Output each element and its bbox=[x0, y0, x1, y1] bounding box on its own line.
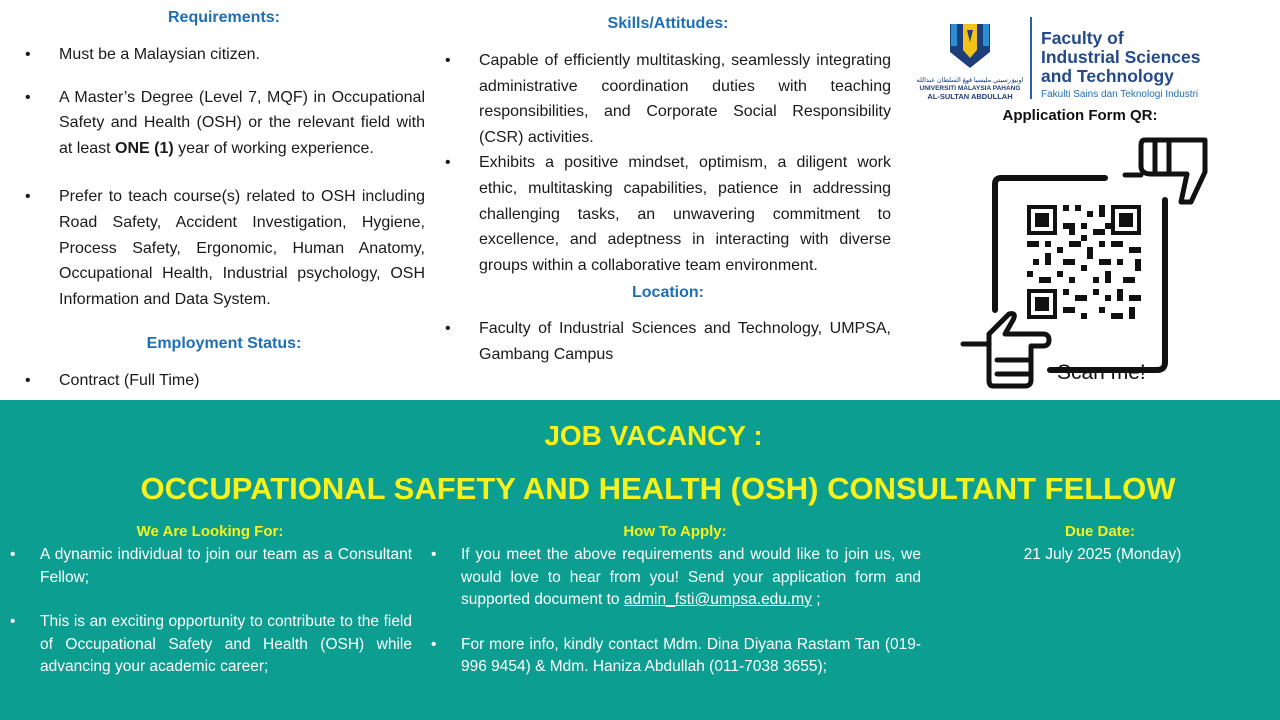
requirement-item: • Must be a Malaysian citizen. bbox=[25, 42, 425, 68]
looking-for-item: • This is an exciting opportunity to contribute to the field of Occupational Safety and Health (OSH) while advancing your academic career; bbox=[10, 611, 412, 679]
requirement-item: • Prefer to teach course(s) related to OSH including Road Safety, Accident Investigation, Hygiene, Process Safety, Ergonomic, Human Anatomy, Occupational Health, Industrial psychology, OSH Information and Data System. bbox=[25, 184, 425, 312]
position-title: OCCUPATIONAL SAFETY AND HEALTH (OSH) CONSULTANT FELLOW bbox=[140, 471, 1176, 506]
faculty-subtitle: Fakulti Sains dan Teknologi Industri bbox=[1041, 89, 1199, 100]
how-to-apply-list bbox=[431, 544, 921, 701]
logo-divider bbox=[1030, 17, 1032, 99]
pointing-hand-icon bbox=[963, 314, 1049, 386]
faculty-name-line: Faculty of bbox=[1041, 28, 1124, 48]
looking-for-item: • A dynamic individual to join our team as a Consultant Fellow; bbox=[10, 544, 412, 589]
skills-list bbox=[445, 48, 891, 278]
skill-item: • Exhibits a positive mindset, optimism, a diligent work ethic, multitasking capabilities, patience in addressing challenging tasks, an unwavering commitment to excellence, and adeptness in interacting with diverse groups within a collaborative team environment. bbox=[445, 150, 891, 278]
qr-code bbox=[1027, 205, 1141, 319]
how-to-apply-item: • If you meet the above requirements and would like to join us, we would love to hear from you! Send your application form and supported document to admin_fsti@umpsa.edu.my ; bbox=[431, 544, 921, 612]
location-heading: Location: bbox=[632, 284, 704, 301]
university-crest-icon bbox=[915, 20, 1025, 72]
faculty-name-line: and Technology bbox=[1041, 66, 1174, 86]
due-date-value: 21 July 2025 (Monday) bbox=[1023, 546, 1182, 563]
university-jawi: اونيۏرسيتي مليسيا ڤهڠ السلطان عبدالله bbox=[916, 77, 1024, 84]
thumbs-down-hand-icon bbox=[1125, 140, 1205, 202]
looking-for-list bbox=[10, 544, 412, 701]
university-logo bbox=[915, 20, 1025, 100]
location-list bbox=[445, 316, 891, 367]
requirement-item: • A Master’s Degree (Level 7, MQF) in Occupational Safety and Health (OSH) or the relevant field with at least ONE (1) year of working experience. bbox=[25, 85, 425, 162]
faculty-name-line: Industrial Sciences bbox=[1041, 47, 1201, 67]
scan-me-text: Scan me! bbox=[1057, 361, 1146, 384]
employment-heading: Employment Status: bbox=[146, 335, 302, 352]
looking-for-heading: We Are Looking For: bbox=[136, 523, 284, 540]
job-vacancy-title: JOB VACANCY : bbox=[544, 420, 763, 451]
due-date-heading: Due Date: bbox=[1064, 523, 1135, 540]
location-item: • Faculty of Industrial Sciences and Technology, UMPSA, Gambang Campus bbox=[445, 316, 891, 367]
qr-label: Application Form QR: bbox=[1002, 107, 1158, 124]
faculty-logo-text bbox=[1041, 29, 1271, 100]
university-name-line1: UNIVERSITI MALAYSIA PAHANG bbox=[919, 85, 1021, 92]
how-to-apply-item: • For more info, kindly contact Mdm. Dina Diyana Rastam Tan (019-996 9454) & Mdm. Haniza Abdullah (011-7038 3655); bbox=[431, 634, 921, 679]
employment-item: • Contract (Full Time) bbox=[25, 368, 425, 394]
employment-list bbox=[25, 368, 425, 394]
qr-graphic bbox=[955, 130, 1215, 392]
university-name-line2: AL-SULTAN ABDULLAH bbox=[927, 92, 1013, 101]
skills-heading: Skills/Attitudes: bbox=[607, 15, 729, 32]
how-to-apply-heading: How To Apply: bbox=[623, 523, 727, 540]
email-link[interactable]: admin_fsti@umpsa.edu.my bbox=[623, 591, 812, 608]
requirements-heading: Requirements: bbox=[167, 9, 281, 26]
requirements-list bbox=[25, 42, 425, 312]
skill-item: • Capable of efficiently multitasking, seamlessly integrating administrative coordination duties with teaching responsibilities, and Corporate Social Responsibility (CSR) activities. bbox=[445, 48, 891, 150]
